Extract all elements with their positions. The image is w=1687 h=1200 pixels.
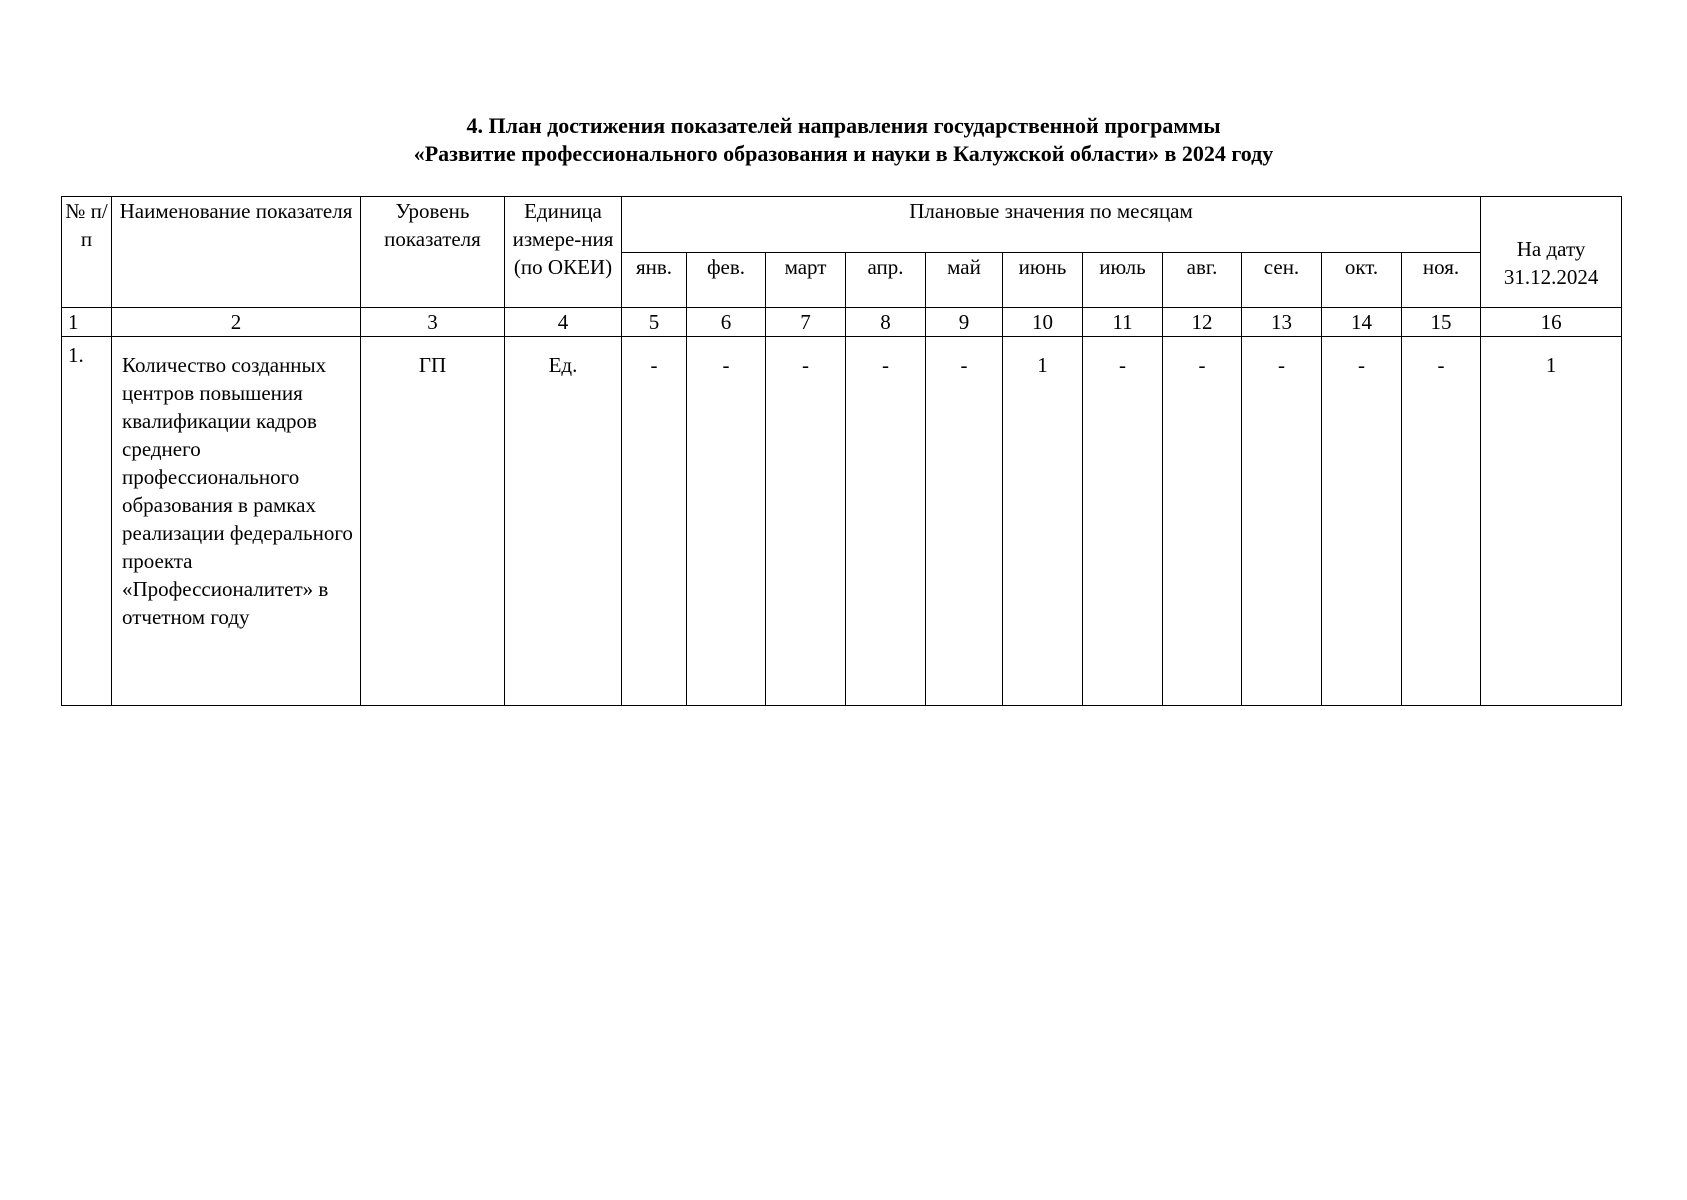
column-number: 1 [62,308,112,337]
column-number: 3 [361,308,505,337]
indicator-unit: Ед. [505,337,622,706]
column-number: 5 [622,308,687,337]
month-value: - [1322,337,1402,706]
header-month: окт. [1322,253,1402,308]
column-number: 7 [766,308,846,337]
header-planned: Плановые значения по месяцам [622,197,1481,253]
month-value: - [622,337,687,706]
column-number: 12 [1163,308,1242,337]
indicator-level: ГП [361,337,505,706]
header-month: ноя. [1402,253,1481,308]
column-number: 10 [1003,308,1083,337]
column-number: 16 [1481,308,1622,337]
column-number: 4 [505,308,622,337]
column-number: 14 [1322,308,1402,337]
table-row [62,337,1622,706]
column-number: 15 [1402,308,1481,337]
header-month: июнь [1003,253,1083,308]
column-number: 8 [846,308,926,337]
header-month: май [926,253,1003,308]
header-month: июль [1083,253,1163,308]
month-value: - [1402,337,1481,706]
document-title [0,112,1687,168]
title-line-1: 4. План достижения показателей направления государственной программы [466,113,1221,138]
month-value: - [1083,337,1163,706]
month-value: - [766,337,846,706]
title-line-2: «Развитие профессионального образования и науки в Калужской области» в 2024 году [413,141,1274,166]
month-value: - [687,337,766,706]
row-number: 1. [62,337,112,706]
column-number: 9 [926,308,1003,337]
header-num: № п/п [62,197,112,308]
header-date: На дату 31.12.2024 [1481,197,1622,308]
date-value: 1 [1481,337,1622,706]
column-number: 13 [1242,308,1322,337]
month-value: - [1242,337,1322,706]
header-month: сен. [1242,253,1322,308]
header-month: фев. [687,253,766,308]
column-number: 2 [112,308,361,337]
month-value: - [1163,337,1242,706]
indicator-name: Количество созданных центров повышения квалификации кадров среднего профессионального образования в рамках реализации федерального проекта «Профессионалитет» в отчетном году [112,337,361,706]
header-level: Уровень показателя [361,197,505,308]
header-month: март [766,253,846,308]
header-unit: Единица измере-ния (по ОКЕИ) [505,197,622,308]
column-number: 6 [687,308,766,337]
month-value: - [926,337,1003,706]
column-number-row [62,308,1622,337]
month-value: 1 [1003,337,1083,706]
header-name: Наименование показателя [112,197,361,308]
column-number: 11 [1083,308,1163,337]
header-month: янв. [622,253,687,308]
plan-table [61,196,1622,706]
month-value: - [846,337,926,706]
header-month: авг. [1163,253,1242,308]
header-month: апр. [846,253,926,308]
